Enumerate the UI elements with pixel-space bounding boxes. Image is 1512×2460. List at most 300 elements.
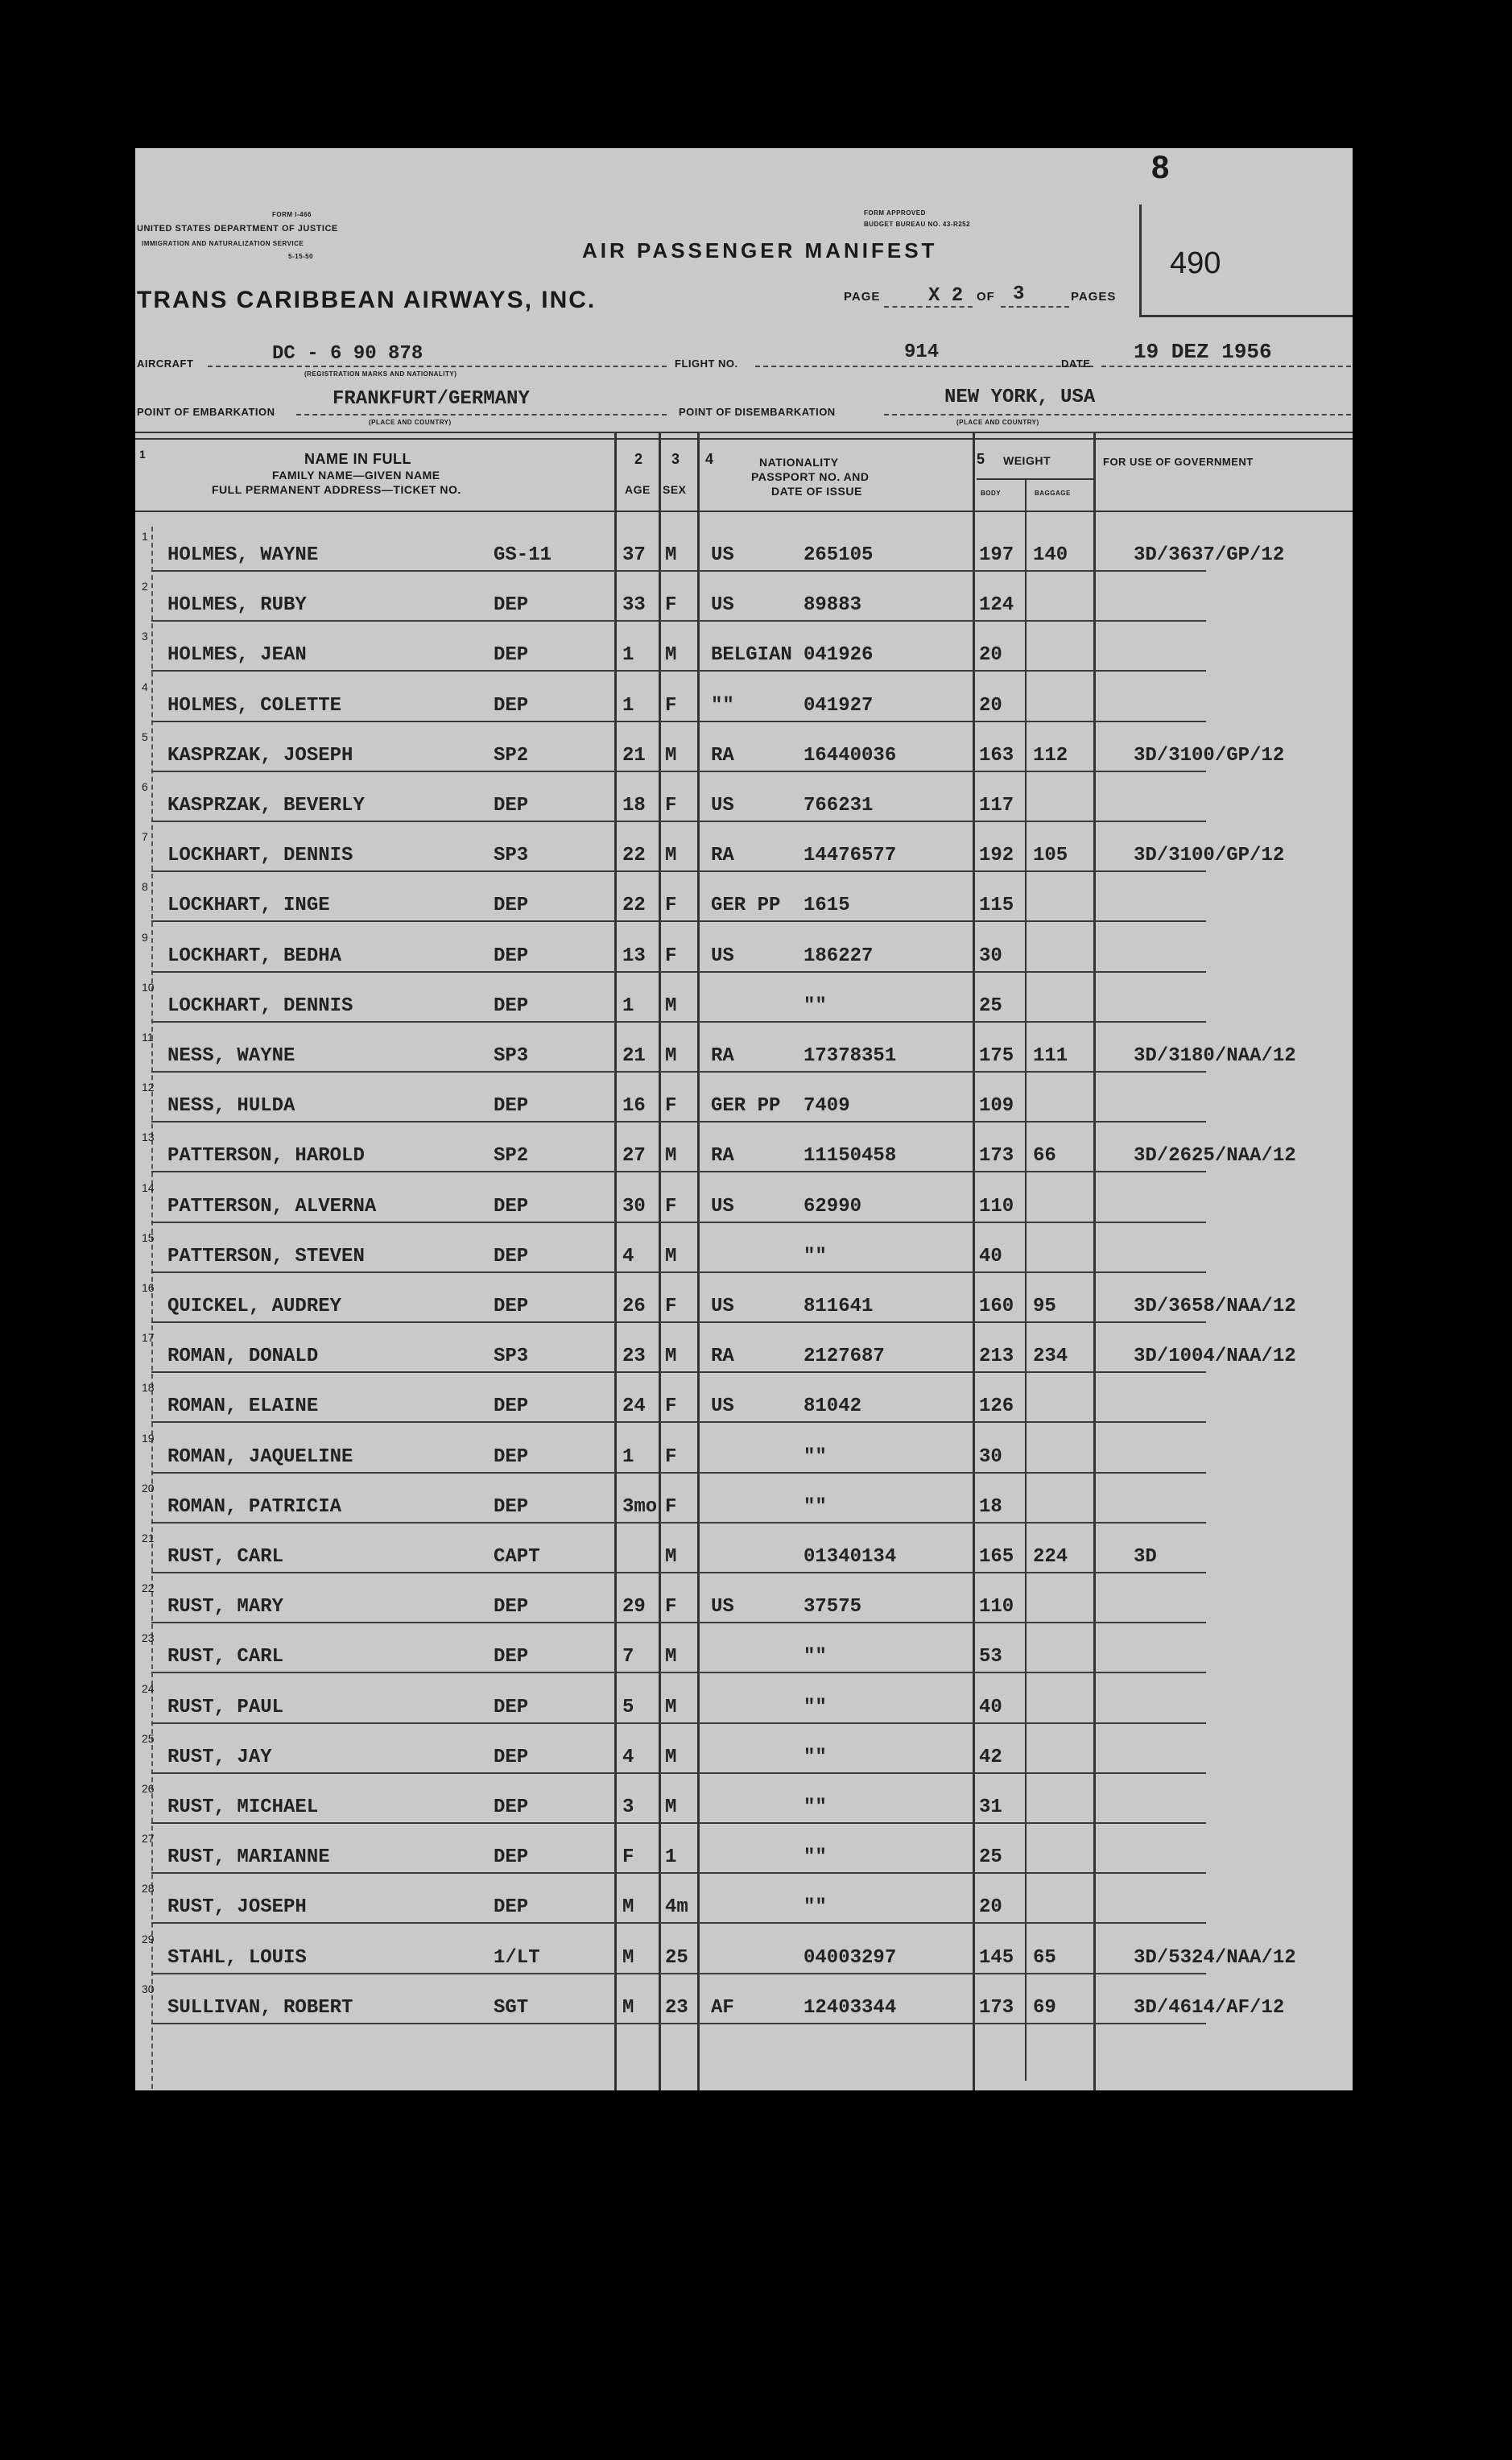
passenger-passport: 766231 xyxy=(804,795,874,817)
passenger-passport: 62990 xyxy=(804,1195,862,1218)
government-use: 3D/5324/NAA/12 xyxy=(1134,1946,1296,1969)
table-row xyxy=(135,527,1353,577)
weight-body: 115 xyxy=(979,895,1014,917)
table-row xyxy=(135,877,1353,927)
weight-body: 20 xyxy=(979,1896,1002,1919)
table-row xyxy=(135,1378,1353,1428)
passenger-rank: GS-11 xyxy=(494,544,552,566)
passenger-name: LOCKHART, BEDHA xyxy=(167,945,342,967)
passenger-rank: DEP xyxy=(494,644,529,667)
passenger-age: 21 xyxy=(622,1045,646,1067)
passenger-passport: 14476577 xyxy=(804,845,897,867)
aircraft-label: AIRCRAFT xyxy=(137,358,194,370)
of-value: 3 xyxy=(1013,283,1025,305)
passenger-passport: "" xyxy=(804,1696,827,1718)
passenger-name: RUST, CARL xyxy=(167,1646,284,1668)
weight-body: 126 xyxy=(979,1395,1014,1418)
row-number: 22 xyxy=(142,1581,155,1595)
embark-value: FRANKFURT/GERMANY xyxy=(333,388,530,410)
passenger-name: RUST, CARL xyxy=(167,1546,284,1568)
passenger-sex: M xyxy=(665,644,677,667)
weight-body: 40 xyxy=(979,1245,1002,1267)
col4-number: 4 xyxy=(705,451,714,467)
passenger-rank: DEP xyxy=(494,945,529,967)
row-number: 17 xyxy=(142,1331,155,1345)
passenger-passport: "" xyxy=(804,1495,827,1518)
passenger-sex: F xyxy=(665,694,677,717)
passenger-nationality: RA xyxy=(711,845,734,867)
table-row xyxy=(135,1779,1353,1829)
passenger-passport: 041927 xyxy=(804,694,874,717)
form-title: AIR PASSENGER MANIFEST xyxy=(582,238,938,263)
passenger-age: 18 xyxy=(622,795,646,817)
passenger-age: 29 xyxy=(622,1596,646,1619)
table-row xyxy=(135,1328,1353,1378)
table-row xyxy=(135,1178,1353,1228)
department: UNITED STATES DEPARTMENT OF JUSTICE xyxy=(137,224,338,234)
passenger-age: 22 xyxy=(622,845,646,867)
row-number: 27 xyxy=(142,1832,155,1846)
col3-label: SEX xyxy=(663,483,687,496)
passenger-age: 4 xyxy=(622,1746,634,1768)
passenger-name: PATTERSON, HAROLD xyxy=(167,1145,365,1168)
col5-title: WEIGHT xyxy=(1003,454,1051,467)
passenger-passport: 811641 xyxy=(804,1296,874,1317)
passenger-passport: 04003297 xyxy=(804,1946,897,1969)
passenger-name: LOCKHART, INGE xyxy=(167,895,330,917)
passenger-rank: SP2 xyxy=(494,744,529,767)
passenger-name: RUST, JAY xyxy=(167,1746,272,1768)
passenger-age: 27 xyxy=(622,1145,646,1168)
weight-body: 145 xyxy=(979,1946,1014,1969)
passenger-rank: 1/LT xyxy=(494,1946,540,1969)
passenger-name: KASPRZAK, JOSEPH xyxy=(167,744,353,767)
passenger-rank: CAPT xyxy=(494,1546,540,1568)
row-number: 30 xyxy=(142,1982,155,1995)
passenger-sex: F xyxy=(665,594,677,617)
government-use: 3D/2625/NAA/12 xyxy=(1134,1145,1296,1168)
passenger-sex: M xyxy=(665,1045,677,1067)
passenger-rank: SP3 xyxy=(494,1045,529,1067)
passenger-sex: F xyxy=(665,895,677,917)
weight-body: 30 xyxy=(979,1445,1002,1468)
passenger-nationality: US xyxy=(711,594,734,617)
table-row xyxy=(135,1879,1353,1929)
weight-body: 173 xyxy=(979,1145,1014,1168)
weight-body: 110 xyxy=(979,1195,1014,1218)
row-number: 24 xyxy=(142,1681,155,1695)
passenger-name: PATTERSON, ALVERNA xyxy=(167,1195,377,1218)
passenger-passport: 265105 xyxy=(804,544,874,566)
passenger-passport: "" xyxy=(804,1846,827,1869)
passenger-passport: "" xyxy=(804,994,827,1017)
passenger-age: 23 xyxy=(622,1346,646,1368)
row-number: 18 xyxy=(142,1381,155,1395)
weight-body: 165 xyxy=(979,1546,1014,1568)
weight-baggage: 69 xyxy=(1033,1996,1056,2019)
passenger-sex: M xyxy=(665,544,677,566)
weight-body: 42 xyxy=(979,1746,1002,1768)
table-row xyxy=(135,928,1353,978)
weight-baggage: 66 xyxy=(1033,1145,1056,1168)
passenger-sex: 23 xyxy=(665,1996,688,2019)
table-row xyxy=(135,1528,1353,1578)
col2-label: AGE xyxy=(625,483,651,496)
date-label: DATE xyxy=(1061,358,1091,370)
col6-title: FOR USE OF GOVERNMENT xyxy=(1103,456,1254,468)
passenger-name: QUICKEL, AUDREY xyxy=(167,1296,342,1317)
row-number: 3 xyxy=(142,630,148,643)
col1-subtitle-2: FULL PERMANENT ADDRESS—TICKET NO. xyxy=(212,483,461,496)
col4-title: NATIONALITY xyxy=(759,456,839,469)
passenger-name: KASPRZAK, BEVERLY xyxy=(167,795,365,817)
passenger-rank: DEP xyxy=(494,1495,529,1518)
service: IMMIGRATION AND NATURALIZATION SERVICE xyxy=(142,240,304,247)
passenger-age: 21 xyxy=(622,744,646,767)
passenger-passport: 81042 xyxy=(804,1395,862,1418)
weight-body: 30 xyxy=(979,945,1002,967)
passenger-rank: DEP xyxy=(494,1395,529,1418)
passenger-sex: F xyxy=(665,1395,677,1418)
passenger-rank: DEP xyxy=(494,1095,529,1118)
table-row xyxy=(135,1027,1353,1077)
passenger-passport: 37575 xyxy=(804,1596,862,1619)
passenger-nationality: RA xyxy=(711,1045,734,1067)
passenger-age: 22 xyxy=(622,895,646,917)
weight-body: 18 xyxy=(979,1495,1002,1518)
weight-body: 175 xyxy=(979,1045,1014,1067)
passenger-nationality: GER PP xyxy=(711,895,781,917)
government-use: 3D/4614/AF/12 xyxy=(1134,1996,1285,2019)
row-number: 16 xyxy=(142,1281,155,1294)
passenger-age: 16 xyxy=(622,1095,646,1118)
passenger-name: HOLMES, RUBY xyxy=(167,594,307,617)
row-number: 10 xyxy=(142,980,155,994)
table-row xyxy=(135,1278,1353,1328)
passenger-name: STAHL, LOUIS xyxy=(167,1946,307,1969)
row-number: 13 xyxy=(142,1131,155,1144)
passenger-rank: SP2 xyxy=(494,1145,529,1168)
passenger-sex: M xyxy=(665,1145,677,1168)
passenger-name: ROMAN, ELAINE xyxy=(167,1395,319,1418)
table-row xyxy=(135,1829,1353,1879)
passenger-passport: "" xyxy=(804,1796,827,1818)
passenger-age: 3 xyxy=(622,1796,634,1818)
passenger-sex: F xyxy=(665,945,677,967)
passenger-rank: SP3 xyxy=(494,845,529,867)
passenger-rank: DEP xyxy=(494,594,529,617)
passenger-nationality: US xyxy=(711,1395,734,1418)
col4-subtitle-2: DATE OF ISSUE xyxy=(771,485,862,498)
col2-number: 2 xyxy=(634,451,643,467)
row-number: 14 xyxy=(142,1180,155,1194)
weight-body: 31 xyxy=(979,1796,1002,1818)
passenger-name: SULLIVAN, ROBERT xyxy=(167,1996,353,2019)
passenger-passport: 16440036 xyxy=(804,744,897,767)
passenger-nationality: US xyxy=(711,1596,734,1619)
passenger-rank: DEP xyxy=(494,1445,529,1468)
passenger-passport: "" xyxy=(804,1245,827,1267)
passenger-rank: DEP xyxy=(494,1296,529,1317)
table-row xyxy=(135,978,1353,1027)
disembark-sub: (PLACE AND COUNTRY) xyxy=(956,419,1039,426)
row-number: 4 xyxy=(142,680,148,693)
budget-bureau: BUDGET BUREAU NO. 43-R252 xyxy=(864,221,971,228)
passenger-sex: M xyxy=(665,1696,677,1718)
passenger-rank: DEP xyxy=(494,694,529,717)
weight-body: 117 xyxy=(979,795,1014,817)
weight-baggage: 140 xyxy=(1033,544,1068,566)
table-row xyxy=(135,1628,1353,1678)
government-use: 3D/3658/NAA/12 xyxy=(1134,1296,1296,1317)
passenger-sex: M xyxy=(665,1796,677,1818)
airline-name: TRANS CARIBBEAN AIRWAYS, INC. xyxy=(137,287,597,313)
table-row xyxy=(135,1679,1353,1729)
row-number: 23 xyxy=(142,1631,155,1645)
passenger-passport: 7409 xyxy=(804,1095,850,1118)
weight-body: 25 xyxy=(979,994,1002,1017)
passenger-nationality: AF xyxy=(711,1996,734,2019)
row-number: 29 xyxy=(142,1932,155,1945)
row-number: 28 xyxy=(142,1882,155,1896)
table-row xyxy=(135,777,1353,827)
government-use: 3D xyxy=(1134,1546,1157,1568)
passenger-name: HOLMES, WAYNE xyxy=(167,544,319,566)
passenger-name: RUST, PAUL xyxy=(167,1696,284,1718)
passenger-name: LOCKHART, DENNIS xyxy=(167,845,353,867)
weight-body: 20 xyxy=(979,644,1002,667)
table-row xyxy=(135,1578,1353,1628)
weight-baggage: 105 xyxy=(1033,845,1068,867)
passenger-rank: DEP xyxy=(494,895,529,917)
passenger-rank: DEP xyxy=(494,1245,529,1267)
passenger-name: RUST, MARIANNE xyxy=(167,1846,330,1869)
table-row xyxy=(135,727,1353,777)
pages-label: PAGES xyxy=(1071,290,1117,304)
table-row xyxy=(135,1729,1353,1779)
passenger-rank: DEP xyxy=(494,1896,529,1919)
passenger-rank: DEP xyxy=(494,795,529,817)
weight-body: 192 xyxy=(979,845,1014,867)
passenger-rank: DEP xyxy=(494,1646,529,1668)
weight-baggage: 224 xyxy=(1033,1546,1068,1568)
passenger-rank: SGT xyxy=(494,1996,529,2019)
government-use: 3D/3637/GP/12 xyxy=(1134,544,1285,566)
passenger-age: 1 xyxy=(622,994,634,1017)
row-number: 8 xyxy=(142,880,148,894)
passenger-passport: 01340134 xyxy=(804,1546,897,1568)
manifest-sheet xyxy=(135,148,1353,2090)
disembark-label: POINT OF DISEMBARKATION xyxy=(679,406,836,418)
aircraft-sub: (REGISTRATION MARKS AND NATIONALITY) xyxy=(304,370,457,378)
table-row xyxy=(135,1428,1353,1478)
passenger-name: ROMAN, DONALD xyxy=(167,1346,319,1368)
corner-mark: 8 xyxy=(1151,150,1170,185)
flight-value: 914 xyxy=(904,341,940,363)
weight-body: 197 xyxy=(979,544,1014,566)
passenger-name: RUST, MICHAEL xyxy=(167,1796,319,1818)
government-use: 3D/3100/GP/12 xyxy=(1134,744,1285,767)
passenger-passport: "" xyxy=(804,1896,827,1919)
passenger-sex: M xyxy=(665,744,677,767)
passenger-passport: 186227 xyxy=(804,945,874,967)
row-number: 5 xyxy=(142,730,148,743)
table-row xyxy=(135,1478,1353,1528)
col4-subtitle: PASSPORT NO. AND xyxy=(751,470,870,483)
passenger-rank: SP3 xyxy=(494,1346,529,1368)
col5-baggage: BAGGAGE xyxy=(1035,490,1071,497)
passenger-sex: F xyxy=(665,795,677,817)
weight-baggage: 111 xyxy=(1033,1045,1068,1067)
passenger-age: M xyxy=(622,1946,634,1969)
passenger-passport: "" xyxy=(804,1445,827,1468)
passenger-passport: 17378351 xyxy=(804,1045,897,1067)
stamp-number: 490 xyxy=(1170,246,1221,280)
passenger-sex: M xyxy=(665,1245,677,1267)
weight-body: 20 xyxy=(979,694,1002,717)
date-value: 19 DEZ 1956 xyxy=(1134,340,1272,364)
weight-body: 25 xyxy=(979,1846,1002,1869)
weight-body: 124 xyxy=(979,594,1014,617)
row-number: 15 xyxy=(142,1230,155,1244)
passenger-passport: "" xyxy=(804,1646,827,1668)
row-number: 25 xyxy=(142,1731,155,1745)
passenger-rank: DEP xyxy=(494,1696,529,1718)
passenger-sex: M xyxy=(665,1346,677,1368)
passenger-nationality: US xyxy=(711,544,734,566)
passenger-sex: F xyxy=(665,1445,677,1468)
passenger-age: 5 xyxy=(622,1696,634,1718)
col5-body: BODY xyxy=(981,490,1002,497)
table-row xyxy=(135,827,1353,877)
row-number: 26 xyxy=(142,1782,155,1795)
passenger-nationality: RA xyxy=(711,744,734,767)
col1-title: NAME IN FULL xyxy=(304,451,411,467)
passenger-sex: 1 xyxy=(665,1846,677,1869)
weight-baggage: 95 xyxy=(1033,1296,1056,1317)
row-number: 9 xyxy=(142,930,148,944)
passenger-nationality: GER PP xyxy=(711,1095,781,1118)
passenger-nationality: RA xyxy=(711,1145,734,1168)
passenger-rank: DEP xyxy=(494,994,529,1017)
weight-body: 110 xyxy=(979,1596,1014,1619)
passenger-name: LOCKHART, DENNIS xyxy=(167,994,353,1017)
row-number: 11 xyxy=(142,1031,154,1044)
row-number: 1 xyxy=(142,530,148,543)
passenger-name: RUST, JOSEPH xyxy=(167,1896,307,1919)
form-approved: FORM APPROVED xyxy=(864,209,926,217)
passenger-sex: F xyxy=(665,1296,677,1317)
passenger-name: NESS, WAYNE xyxy=(167,1045,295,1067)
passenger-age: 30 xyxy=(622,1195,646,1218)
passenger-nationality: US xyxy=(711,1195,734,1218)
table-row xyxy=(135,677,1353,727)
passenger-passport: 041926 xyxy=(804,644,874,667)
of-label: OF xyxy=(977,290,995,304)
passenger-name: NESS, HULDA xyxy=(167,1095,295,1118)
passenger-age: 26 xyxy=(622,1296,646,1317)
form-date: 5-15-50 xyxy=(288,253,314,260)
passenger-rank: DEP xyxy=(494,1796,529,1818)
weight-body: 213 xyxy=(979,1346,1014,1368)
table-row xyxy=(135,1979,1353,2029)
embark-label: POINT OF EMBARKATION xyxy=(137,406,275,418)
row-number: 20 xyxy=(142,1481,155,1495)
passenger-sex: M xyxy=(665,1546,677,1568)
passenger-sex: F xyxy=(665,1596,677,1619)
passenger-name: ROMAN, PATRICIA xyxy=(167,1495,342,1518)
passenger-nationality: BELGIAN xyxy=(711,644,792,667)
passenger-sex: M xyxy=(665,994,677,1017)
weight-body: 160 xyxy=(979,1296,1014,1317)
passenger-name: ROMAN, JAQUELINE xyxy=(167,1445,353,1468)
passenger-sex: M xyxy=(665,845,677,867)
passenger-passport: "" xyxy=(804,1746,827,1768)
passenger-age: 1 xyxy=(622,644,634,667)
flight-label: FLIGHT NO. xyxy=(675,358,738,370)
weight-baggage: 112 xyxy=(1033,744,1068,767)
form-number: FORM I-466 xyxy=(272,211,312,218)
aircraft-value: DC - 6 90 878 xyxy=(272,343,423,365)
passenger-age: 37 xyxy=(622,544,646,566)
passenger-name: HOLMES, JEAN xyxy=(167,644,307,667)
weight-baggage: 234 xyxy=(1033,1346,1068,1368)
row-number: 2 xyxy=(142,580,148,593)
disembark-value: NEW YORK, USA xyxy=(944,387,1096,408)
row-number: 21 xyxy=(142,1532,155,1544)
government-use: 3D/3100/GP/12 xyxy=(1134,845,1285,867)
passenger-nationality: US xyxy=(711,795,734,817)
passenger-age: M xyxy=(622,1896,634,1919)
page-label: PAGE xyxy=(844,290,881,304)
table-row xyxy=(135,1228,1353,1278)
passenger-passport: 89883 xyxy=(804,594,862,617)
table-row xyxy=(135,577,1353,626)
passenger-age: 3mo xyxy=(622,1495,658,1518)
row-number: 6 xyxy=(142,780,148,793)
passenger-nationality: US xyxy=(711,1296,734,1317)
weight-body: 40 xyxy=(979,1696,1002,1718)
passenger-nationality: US xyxy=(711,945,734,967)
passenger-age: 24 xyxy=(622,1395,646,1418)
weight-body: 173 xyxy=(979,1996,1014,2019)
government-use: 3D/1004/NAA/12 xyxy=(1134,1346,1296,1368)
passenger-passport: 2127687 xyxy=(804,1346,885,1368)
table-row xyxy=(135,626,1353,676)
passenger-nationality: "" xyxy=(711,694,734,717)
row-number: 7 xyxy=(142,830,148,844)
passenger-rank: DEP xyxy=(494,1846,529,1869)
table-row xyxy=(135,1127,1353,1177)
weight-body: 163 xyxy=(979,744,1014,767)
passenger-sex: M xyxy=(665,1746,677,1768)
col5-number: 5 xyxy=(977,451,985,467)
passenger-sex: F xyxy=(665,1495,677,1518)
passenger-passport: 12403344 xyxy=(804,1996,897,2019)
page-value: X 2 xyxy=(928,285,964,307)
passenger-rank: DEP xyxy=(494,1195,529,1218)
passenger-name: HOLMES, COLETTE xyxy=(167,694,342,717)
weight-body: 109 xyxy=(979,1095,1014,1118)
col1-subtitle: FAMILY NAME—GIVEN NAME xyxy=(272,469,440,482)
col3-number: 3 xyxy=(671,451,680,467)
government-use: 3D/3180/NAA/12 xyxy=(1134,1045,1296,1067)
passenger-age: M xyxy=(622,1996,634,2019)
passenger-name: RUST, MARY xyxy=(167,1596,284,1619)
passenger-age: 7 xyxy=(622,1646,634,1668)
passenger-nationality: RA xyxy=(711,1346,734,1368)
col1-number: 1 xyxy=(139,448,147,461)
